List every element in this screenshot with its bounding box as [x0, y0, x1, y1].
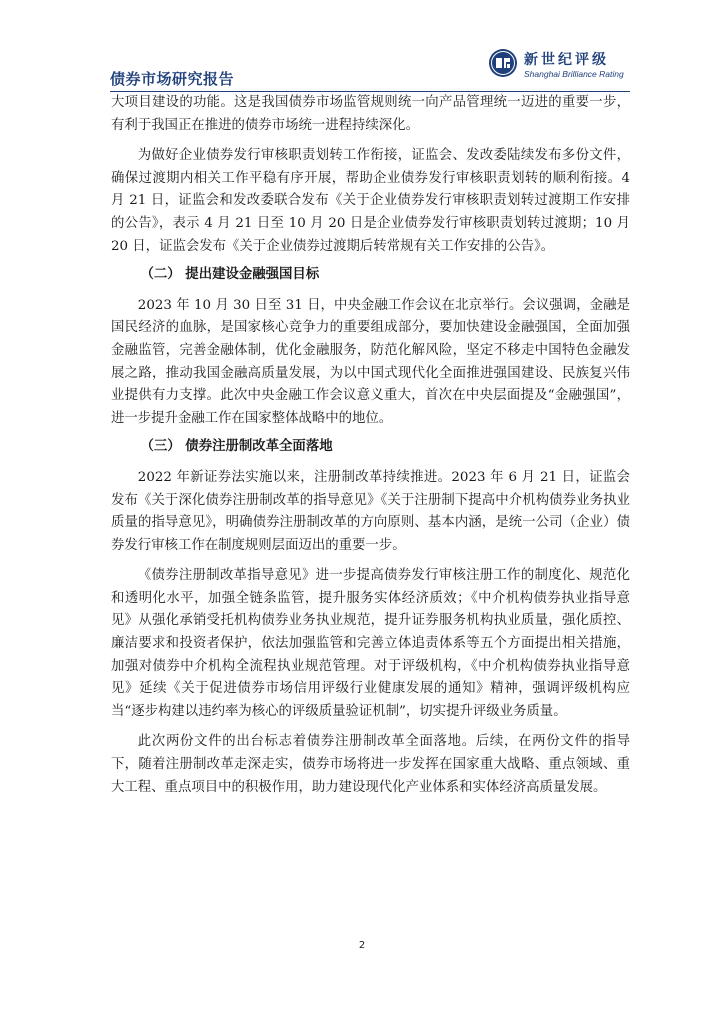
logo-emblem-icon	[488, 48, 518, 78]
company-logo	[488, 48, 648, 84]
logo-chinese-name: 新世纪评级	[524, 52, 609, 68]
paragraph-transition-arrangements: 为做好企业债券发行审核职责划转工作衔接，证监会、发改委陆续发布多份文件，确保过渡期内相关工作平稳有序开展，帮助企业债券发行审核职责划转的顺利衔接。4 月 21 日，证监会和发改委联合发布《关于企业债券发行审核职责划转过渡期工作安排的公告》，表示 4 月 21 日至 10 月 20 日是企业债券发行审核职责划转过渡期；10 月 20 日，证监会发布《关于企业债券过渡期后转常规有关工作安排的公告》。	[111, 148, 630, 254]
page-header	[110, 40, 630, 92]
section-heading-financial-power: （二） 提出建设金融强国目标	[140, 267, 320, 283]
page-number: 2	[358, 940, 366, 951]
document-body	[111, 92, 630, 799]
paragraph-continued: 大项目建设的功能。这是我国债券市场监管规则统一向产品管理统一迈进的重要一步，有利于我国正在推进的债券市场统一进程持续深化。	[111, 95, 630, 133]
paragraph-financial-work-conference: 2023 年 10 月 30 日至 31 日，中央金融工作会议在北京举行。会议强调，金融是国民经济的血脉，是国家核心竞争力的重要组成部分，要加快建设金融强国，全面加强金融监管，完善金融体制，优化金融服务，防范化解风险，坚定不移走中国特色金融发展之路，推动我国金融高质量发展，为以中国式现代化全面推进强国建设、民族复兴伟业提供有力支撑。此次中央金融工作会议意义重大，首次在中央层面提及“金融强国”，进一步提升金融工作在国家整体战略中的地位。	[111, 297, 630, 426]
logo-english-name: Shanghai Brilliance Rating	[524, 69, 624, 79]
paragraph-registration-reform-guidance: 2022 年新证券法实施以来，注册制改革持续推进。2023 年 6 月 21 日，证监会发布《关于深化债券注册制改革的指导意见》《关于注册制下提高中介机构债券业务执业质量的指导意见》，明确债券注册制改革的方向原则、基本内涵，是统一公司（企业）债券发行审核工作在制度规则层面迈出的重要一步。	[111, 469, 630, 553]
paragraph-reform-outlook: 此次两份文件的出台标志着债券注册制改革全面落地。后续，在两份文件的指导下，随着注册制改革走深走实，债券市场将进一步发挥在国家重大战略、重点领域、重大工程、重点项目中的积极作用，助力建设现代化产业体系和实体经济高质量发展。	[111, 734, 630, 795]
paragraph-guidance-details: 《债券注册制改革指导意见》进一步提高债券发行审核注册工作的制度化、规范化和透明化水平，加强全链条监管，提升服务实体经济质效；《中介机构债券执业指导意见》从强化承销受托机构债券业务执业规范，提升证券服务机构执业质量，强化质控、廉洁要求和投资者保护，依法加强监管和完善立体追责体系等五个方面提出相关措施，加强对债券中介机构全流程执业规范管理。对于评级机构，《中介机构债券执业指导意见》延续《关于促进债券市场信用评级行业健康发展的通知》精神，强调评级机构应当“逐步构建以违约率为核心的评级质量验证机制”，切实提升评级业务质量。	[111, 568, 630, 719]
section-heading-registration-reform: （三） 债券注册制改革全面落地	[140, 439, 333, 455]
report-title: 债券市场研究报告	[110, 70, 235, 88]
